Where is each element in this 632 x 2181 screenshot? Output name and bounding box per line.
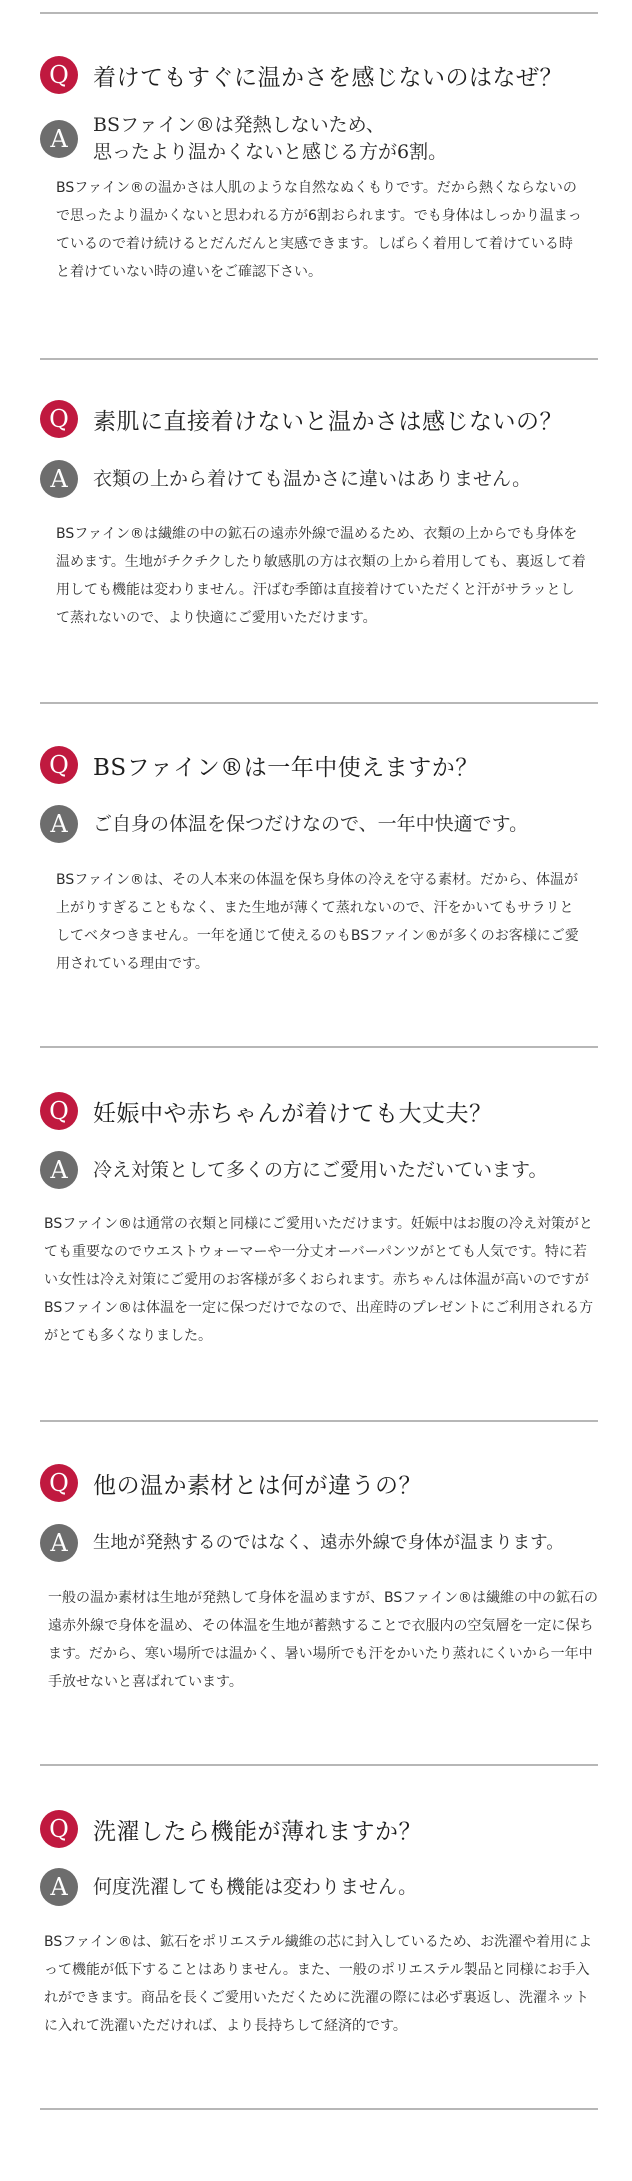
answer-badge: A bbox=[40, 460, 78, 498]
divider bbox=[40, 1764, 598, 1766]
answer-line: ご自身の体温を保つだけなので、一年中快適です。 bbox=[93, 812, 529, 835]
divider bbox=[40, 1420, 598, 1422]
answer-body: BSファイン®の温かさは人肌のような自然なぬくもりです。だから熱くならないので思ったより温かくないと思われる方が6割おられます。でも身体はしっかり温まっているので着け続けるとだんだんと実感できます。しばらく着用して着けている時と着けていない時の違いをご確認下さい。 bbox=[56, 180, 582, 280]
answer-badge: A bbox=[40, 1524, 78, 1562]
answer-body: 一般の温か素材は生地が発熱して身体を温めますが、BSファイン®は繊維の中の鉱石の遠赤外線で身体を温め、その体温を生地が蓄熱することで衣服内の空気層を一定に保ちます。だから、寒い場所では温かく、暑い場所でも汗をかいたり蒸れにくいから一年中手放せないと喜ばれています。 bbox=[48, 1590, 598, 1690]
divider bbox=[40, 2108, 598, 2110]
answer-body: BSファイン®は、鉱石をポリエステル繊維の芯に封入しているため、お洗濯や着用によって機能が低下することはありません。また、一般のポリエステル製品と同様にお手入れができます。商品を長くご愛用いただくために洗濯の際には必ず裏返し、洗濯ネットに入れて洗濯いただければ、より長持ちして経済的です。 bbox=[44, 1934, 593, 2034]
answer-body: BSファイン®は、その人本来の体温を保ち身体の冷えを守る素材。だから、体温が上がりすぎることもなく、また生地が薄くて蒸れないので、汗をかいてもサラリとしてベタつきません。一年を通じて使えるのもBSファイン®が多くのお客様にご愛用されている理由です。 bbox=[56, 872, 579, 972]
answer-badge: A bbox=[40, 805, 78, 843]
answer-badge: A bbox=[40, 120, 78, 158]
divider bbox=[40, 702, 598, 704]
question-text: 素肌に直接着けないと温かさは感じないの？ bbox=[93, 408, 563, 435]
question-badge: Q bbox=[40, 1464, 78, 1502]
divider bbox=[40, 12, 598, 14]
answer-line: 衣類の上から着けても温かさに違いはありません。 bbox=[93, 467, 532, 490]
question-text: BSファイン®は一年中使えますか？ bbox=[93, 754, 479, 781]
answer-headline bbox=[93, 1874, 417, 1901]
answer-line: 思ったより温かくないと感じる方が6割。 bbox=[93, 141, 448, 163]
answer-body: BSファイン®は繊維の中の鉱石の遠赤外線で温めるため、衣類の上からでも身体を温めます。生地がチクチクしたり敏感肌の方は衣類の上から着用しても、裏返して着用しても機能は変わりません。汗ばむ季節は直接着けていただくと汗がサラッとして蒸れないので、より快適にご愛用いただけます。 bbox=[56, 526, 586, 626]
answer-headline bbox=[93, 1530, 564, 1557]
question-text: 妊娠中や赤ちゃんが着けても大丈夫？ bbox=[93, 1100, 493, 1127]
question-badge: Q bbox=[40, 1092, 78, 1130]
answer-body: BSファイン®は通常の衣類と同様にご愛用いただけます。妊娠中はお腹の冷え対策がとても重要なのでウエストウォーマーや一分丈オーバーパンツがとても人気です。特に若い女性は冷え対策にご愛用のお客様が多くおられます。赤ちゃんは体温が高いのですがBSファイン®は体温を一定に保つだけでなので、出産時のプレゼントにご利用される方がとても多くなりました。 bbox=[44, 1216, 594, 1344]
question-text: 洗濯したら機能が薄れますか？ bbox=[93, 1818, 422, 1845]
answer-line: 生地が発熱するのではなく、遠赤外線で身体が温まります。 bbox=[93, 1532, 564, 1553]
answer-badge: A bbox=[40, 1151, 78, 1189]
answer-headline bbox=[93, 466, 531, 493]
question-badge: Q bbox=[40, 746, 78, 784]
divider bbox=[40, 358, 598, 360]
answer-headline bbox=[93, 1157, 547, 1184]
answer-badge: A bbox=[40, 1868, 78, 1906]
answer-headline bbox=[93, 112, 447, 166]
answer-line: 冷え対策として多くの方にご愛用いただいています。 bbox=[93, 1158, 548, 1181]
divider bbox=[40, 1046, 598, 1048]
question-text: 着けてもすぐに温かさを感じないのはなぜ？ bbox=[93, 64, 563, 91]
answer-headline bbox=[93, 811, 528, 838]
question-badge: Q bbox=[40, 400, 78, 438]
answer-line: BSファイン®は発熱しないため、 bbox=[93, 114, 385, 136]
question-badge: Q bbox=[40, 1810, 78, 1848]
question-badge: Q bbox=[40, 56, 78, 94]
answer-line: 何度洗濯しても機能は変わりません。 bbox=[93, 1875, 418, 1898]
question-text: 他の温か素材とは何が違うの？ bbox=[93, 1472, 422, 1499]
